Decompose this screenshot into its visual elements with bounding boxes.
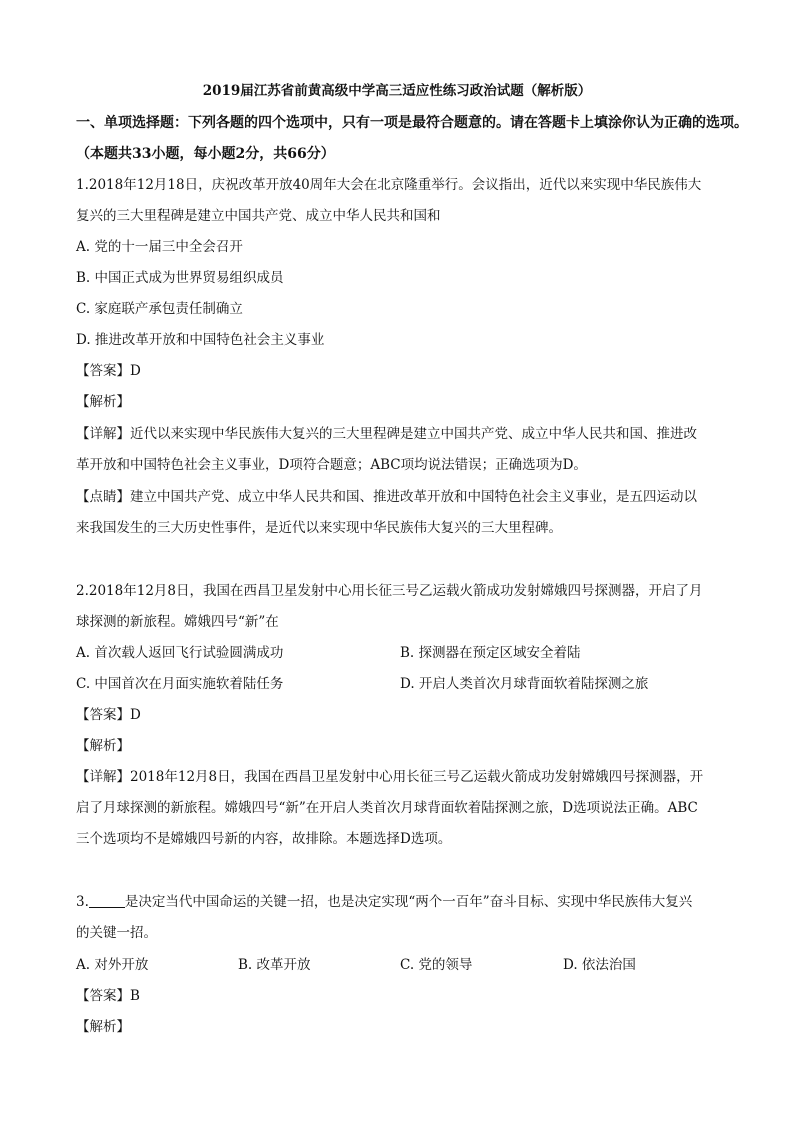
- q3-stem-line1: [76, 892, 692, 912]
- q3-option-d: D. 依法治国: [563, 957, 636, 973]
- q3-answer: 【答案】B: [76, 988, 140, 1004]
- q2-option-c: C. 中国首次在月面实施软着陆任务: [76, 676, 284, 692]
- q3-analysis-label: 【解析】: [76, 1019, 130, 1035]
- q1-option-b: B. 中国正式成为世界贸易组织成员: [76, 270, 284, 286]
- q1-option-c: C. 家庭联产承包责任制确立: [76, 301, 243, 317]
- q1-point-line1: 【点睛】建立中国共产党、成立中华人民共和国、推进改革开放和中国特色社会主义事业，是五四运动以: [76, 489, 697, 505]
- q3-option-a: A. 对外开放: [76, 957, 149, 973]
- q3-fill-blank: [89, 893, 125, 908]
- q1-point-line2: 来我国发生的三大历史性事件，是近代以来实现中华民族伟大复兴的三大里程碑。: [76, 520, 562, 536]
- q3-stem-text: 是决定当代中国命运的关键一招，也是决定实现“两个一百年”奋斗目标、实现中华民族伟大复兴: [124, 894, 693, 910]
- q1-option-d: D. 推进改革开放和中国特色社会主义事业: [76, 332, 325, 348]
- q2-option-a: A. 首次载人返回飞行试验圆满成功: [76, 645, 284, 661]
- q2-option-d: D. 开启人类首次月球背面软着陆探测之旅: [400, 676, 649, 692]
- section-heading: 一、单项选择题：下列各题的四个选项中，只有一项是最符合题意的。请在答题卡上填涂你认为正确的选项。: [76, 115, 748, 131]
- q2-analysis-label: 【解析】: [76, 738, 130, 754]
- q2-stem-line2: 球探测的新旅程。嫦娥四号“新”在: [76, 614, 279, 630]
- q1-stem-line1: 1.2018年12月18日，庆祝改革开放40周年大会在北京隆重举行。会议指出，近代以来实现中华民族伟大: [76, 177, 702, 193]
- q3-stem-line2: 的关键一招。: [76, 925, 157, 941]
- q1-detail-line2: 革开放和中国特色社会主义事业，D项符合题意；ABC项均说法错误；正确选项为D。: [76, 457, 587, 473]
- q3-option-c: C. 党的领导: [400, 957, 473, 973]
- q2-answer: 【答案】D: [76, 707, 141, 723]
- document-title: 2019届江苏省前黄高级中学高三适应性练习政治试题（解析版）: [202, 83, 592, 99]
- q1-answer: 【答案】D: [76, 363, 141, 379]
- q1-stem-line2: 复兴的三大里程碑是建立中国共产党、成立中华人民共和国和: [76, 208, 441, 224]
- q3-option-b: B. 改革开放: [238, 957, 311, 973]
- q2-detail-line2: 启了月球探测的新旅程。嫦娥四号“新”在开启人类首次月球背面软着陆探测之旅，D选项说法正确。ABC: [76, 800, 698, 816]
- q2-detail-line3: 三个选项均不是嫦娥四号新的内容，故排除。本题选择D选项。: [76, 831, 452, 847]
- q3-number: 3.: [76, 894, 89, 910]
- q1-detail-line1: 【详解】近代以来实现中华民族伟大复兴的三大里程碑是建立中国共产党、成立中华人民共和国、推进改: [76, 426, 697, 442]
- section-note: （本题共33小题，每小题2分，共66分）: [76, 146, 335, 162]
- q2-detail-line1: 【详解】2018年12月8日，我国在西昌卫星发射中心用长征三号乙运载火箭成功发射嫦娥四号探测器，开: [76, 769, 704, 785]
- q1-option-a: A. 党的十一届三中全会召开: [76, 239, 243, 255]
- q2-stem-line1: 2.2018年12月8日，我国在西昌卫星发射中心用长征三号乙运载火箭成功发射嫦娥四号探测器，开启了月: [76, 583, 703, 599]
- q2-option-b: B. 探测器在预定区域安全着陆: [400, 645, 581, 661]
- q1-analysis-label: 【解析】: [76, 394, 130, 410]
